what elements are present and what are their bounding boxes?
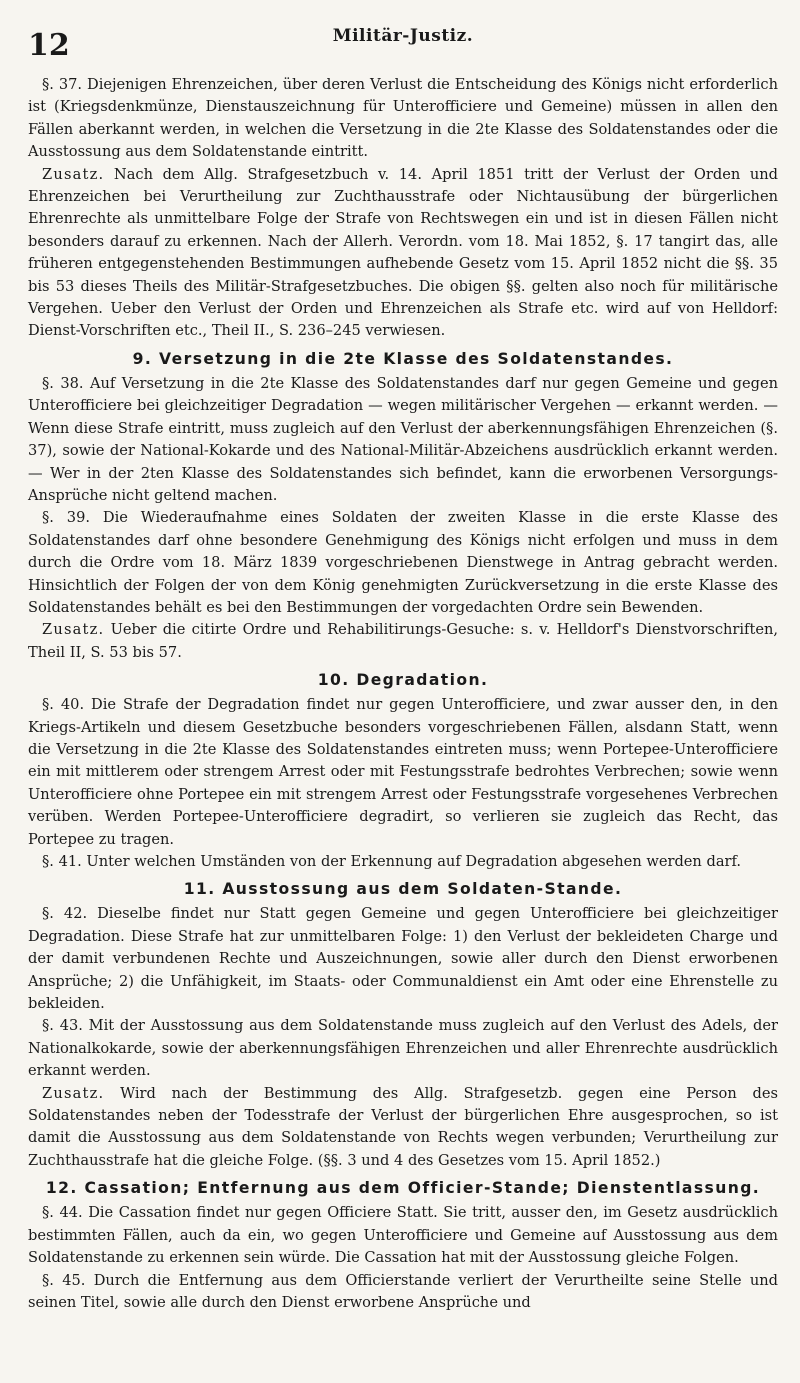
paragraph: §. 44. Die Cassation findet nur gegen Officiere Statt. Sie tritt, ausser den, im Gesetz ausdrücklich bestimmten Fällen, auch da ein, wo gegen Unterofficiere und Gemeine auf Ausstossung aus dem Soldatenstande zu erkennen sein würde. Die Cassation hat mit der Ausstossung gleiche Folgen.	[28, 1204, 778, 1267]
zusatz-label: Zusatz.	[42, 1084, 105, 1102]
paragraph: §. 43. Mit der Ausstossung aus dem Soldatenstande muss zugleich auf den Verlust des Adels, der Nationalkokarde, sowie der aberkennungsfähigen Ehrenzeichen und aller Ehrenrechte ausdrücklich erkannt werden.	[28, 1017, 778, 1080]
zusatz-text: Wird nach der Bestimmung des Allg. Strafgesetzb. gegen eine Person des Soldatenstandes neben der Todesstrafe der Verlust der bürgerlichen Ehre ausgesprochen, so ist damit die Ausstossung aus dem Soldatenstande von Rechts wegen verbunden; Verurtheilung zur Zuchthausstrafe hat die gleiche Folge. (§§. 3 und 4 des Gesetzes vom 15. April 1852.)	[28, 1084, 778, 1169]
zusatz-paragraph	[28, 164, 778, 343]
section-heading: 10. Degradation.	[317, 671, 489, 690]
running-head: Militär-Justiz.	[332, 26, 474, 46]
paragraph: §. 38. Auf Versetzung in die 2te Klasse des Soldatenstandes darf nur gegen Gemeine und gegen Unterofficiere bei gleichzeitiger Degradation — wegen militärischer Vergehen — erkannt werden. — Wenn diese Strafe eintritt, muss zugleich auf den Verlust der aberkennungsfähigen Ehrenzeichen (§. 37), sowie der National-Kokarde und des National-Militär-Abzeichens ausdrücklich erkannt werden. — Wer in der 2ten Klasse des Soldatenstandes sich befindet, kann die erworbenen Versorgungs-Ansprüche nicht geltend machen.	[28, 374, 778, 504]
section-heading: 9. Versetzung in die 2te Klasse des Soldatenstandes.	[132, 349, 674, 368]
zusatz-label: Zusatz.	[42, 165, 105, 183]
page-content	[28, 74, 778, 1314]
zusatz-label: Zusatz.	[42, 621, 105, 639]
paragraph: §. 40. Die Strafe der Degradation findet nur gegen Unterofficiere, und zwar ausser den, in den Kriegs-Artikeln und diesem Gesetzbuche besonders vorgeschriebenen Fällen, alsdann Statt, wenn die Versetzung in die 2te Klasse des Soldatenstandes eintreten muss; wenn Portepee-Unterofficiere ein mit mittlerem oder strengem Arrest oder mit Festungsstrafe bedrohtes Verbrechen; sowie wenn Unterofficiere ohne Portepee ein mit strengem Arrest oder Festungsstrafe vorgesehenes Verbrechen verüben. Werden Portepee-Unterofficiere degradirt, so verlieren sie zugleich das Recht, das Portepee zu tragen.	[28, 696, 778, 848]
section-heading: 11. Ausstossung aus dem Soldaten-Stande.	[183, 880, 623, 899]
zusatz-paragraph	[28, 1083, 778, 1173]
page-number: 12	[28, 28, 70, 63]
zusatz-text: Nach dem Allg. Strafgesetzbuch v. 14. April 1851 tritt der Verlust der Orden und Ehrenzeichen bei Verurtheilung zur Zuchthausstrafe oder Nichtausübung der bürgerlichen Ehrenrechte als unmittelbare Folge der Strafe von Rechtswegen ein und ist in diesen Fällen nicht besonders darauf zu erkennen. Nach der Allerh. Verordn. vom 18. Mai 1852, §. 17 tangirt das, alle früheren entgegenstehenden Bestimmungen aufhebende Gesetz vom 15. April 1852 nicht die §§. 35 bis 53 dieses Theils des Militär-Strafgesetzbuches. Die obigen §§. gelten also noch für militärische Vergehen. Ueber den Verlust der Orden und Ehrenzeichen als Strafe etc. wird auf von Helldorf: Dienst-Vorschriften etc., Theil II., S. 236–245 verwiesen.	[28, 165, 778, 340]
paragraph: §. 45. Durch die Entfernung aus dem Officierstande verliert der Verurtheilte seine Stelle und seinen Titel, sowie alle durch den Dienst erworbene Ansprüche und	[28, 1271, 778, 1311]
zusatz-paragraph	[28, 619, 778, 664]
zusatz-text: Ueber die citirte Ordre und Rehabilitirungs-Gesuche: s. v. Helldorf's Dienstvorschriften, Theil II, S. 53 bis 57.	[28, 621, 778, 661]
section-heading: 12. Cassation; Entfernung aus dem Officier-Stande; Dienstentlassung.	[45, 1179, 761, 1198]
page-header	[28, 14, 778, 74]
paragraph: §. 37. Diejenigen Ehrenzeichen, über deren Verlust die Entscheidung des Königs nicht erforderlich ist (Kriegsdenkmünze, Dienstauszeichnung für Unterofficiere und Gemeine) müssen in allen den Fällen aberkannt werden, in welchen die Versetzung in die 2te Klasse des Soldatenstandes oder die Ausstossung aus dem Soldatenstande eintritt.	[28, 76, 778, 161]
paragraph: §. 39. Die Wiederaufnahme eines Soldaten der zweiten Klasse in die erste Klasse des Soldatenstandes darf ohne besondere Genehmigung des Königs nicht erfolgen und muss in dem durch die Ordre vom 18. März 1839 vorgeschriebenen Dienstwege in Antrag gebracht werden. Hinsichtlich der Folgen der von dem König genehmigten Zurückversetzung in die erste Klasse des Soldatenstandes behält es bei den Bestimmungen der vorgedachten Ordre sein Bewenden.	[28, 509, 778, 616]
paragraph: §. 42. Dieselbe findet nur Statt gegen Gemeine und gegen Unterofficiere bei gleichzeitiger Degradation. Diese Strafe hat zur unmittelbaren Folge: 1) den Verlust der bekleideten Charge und der damit verbundenen Rechte und Auszeichnungen, sowie aller durch den Dienst erworbenen Ansprüche; 2) die Unfähigkeit, im Staats- oder Communaldienst ein Amt oder eine Ehrenstelle zu bekleiden.	[28, 905, 778, 1013]
paragraph: §. 41. Unter welchen Umständen von der Erkennung auf Degradation abgesehen werden darf.	[42, 853, 742, 870]
